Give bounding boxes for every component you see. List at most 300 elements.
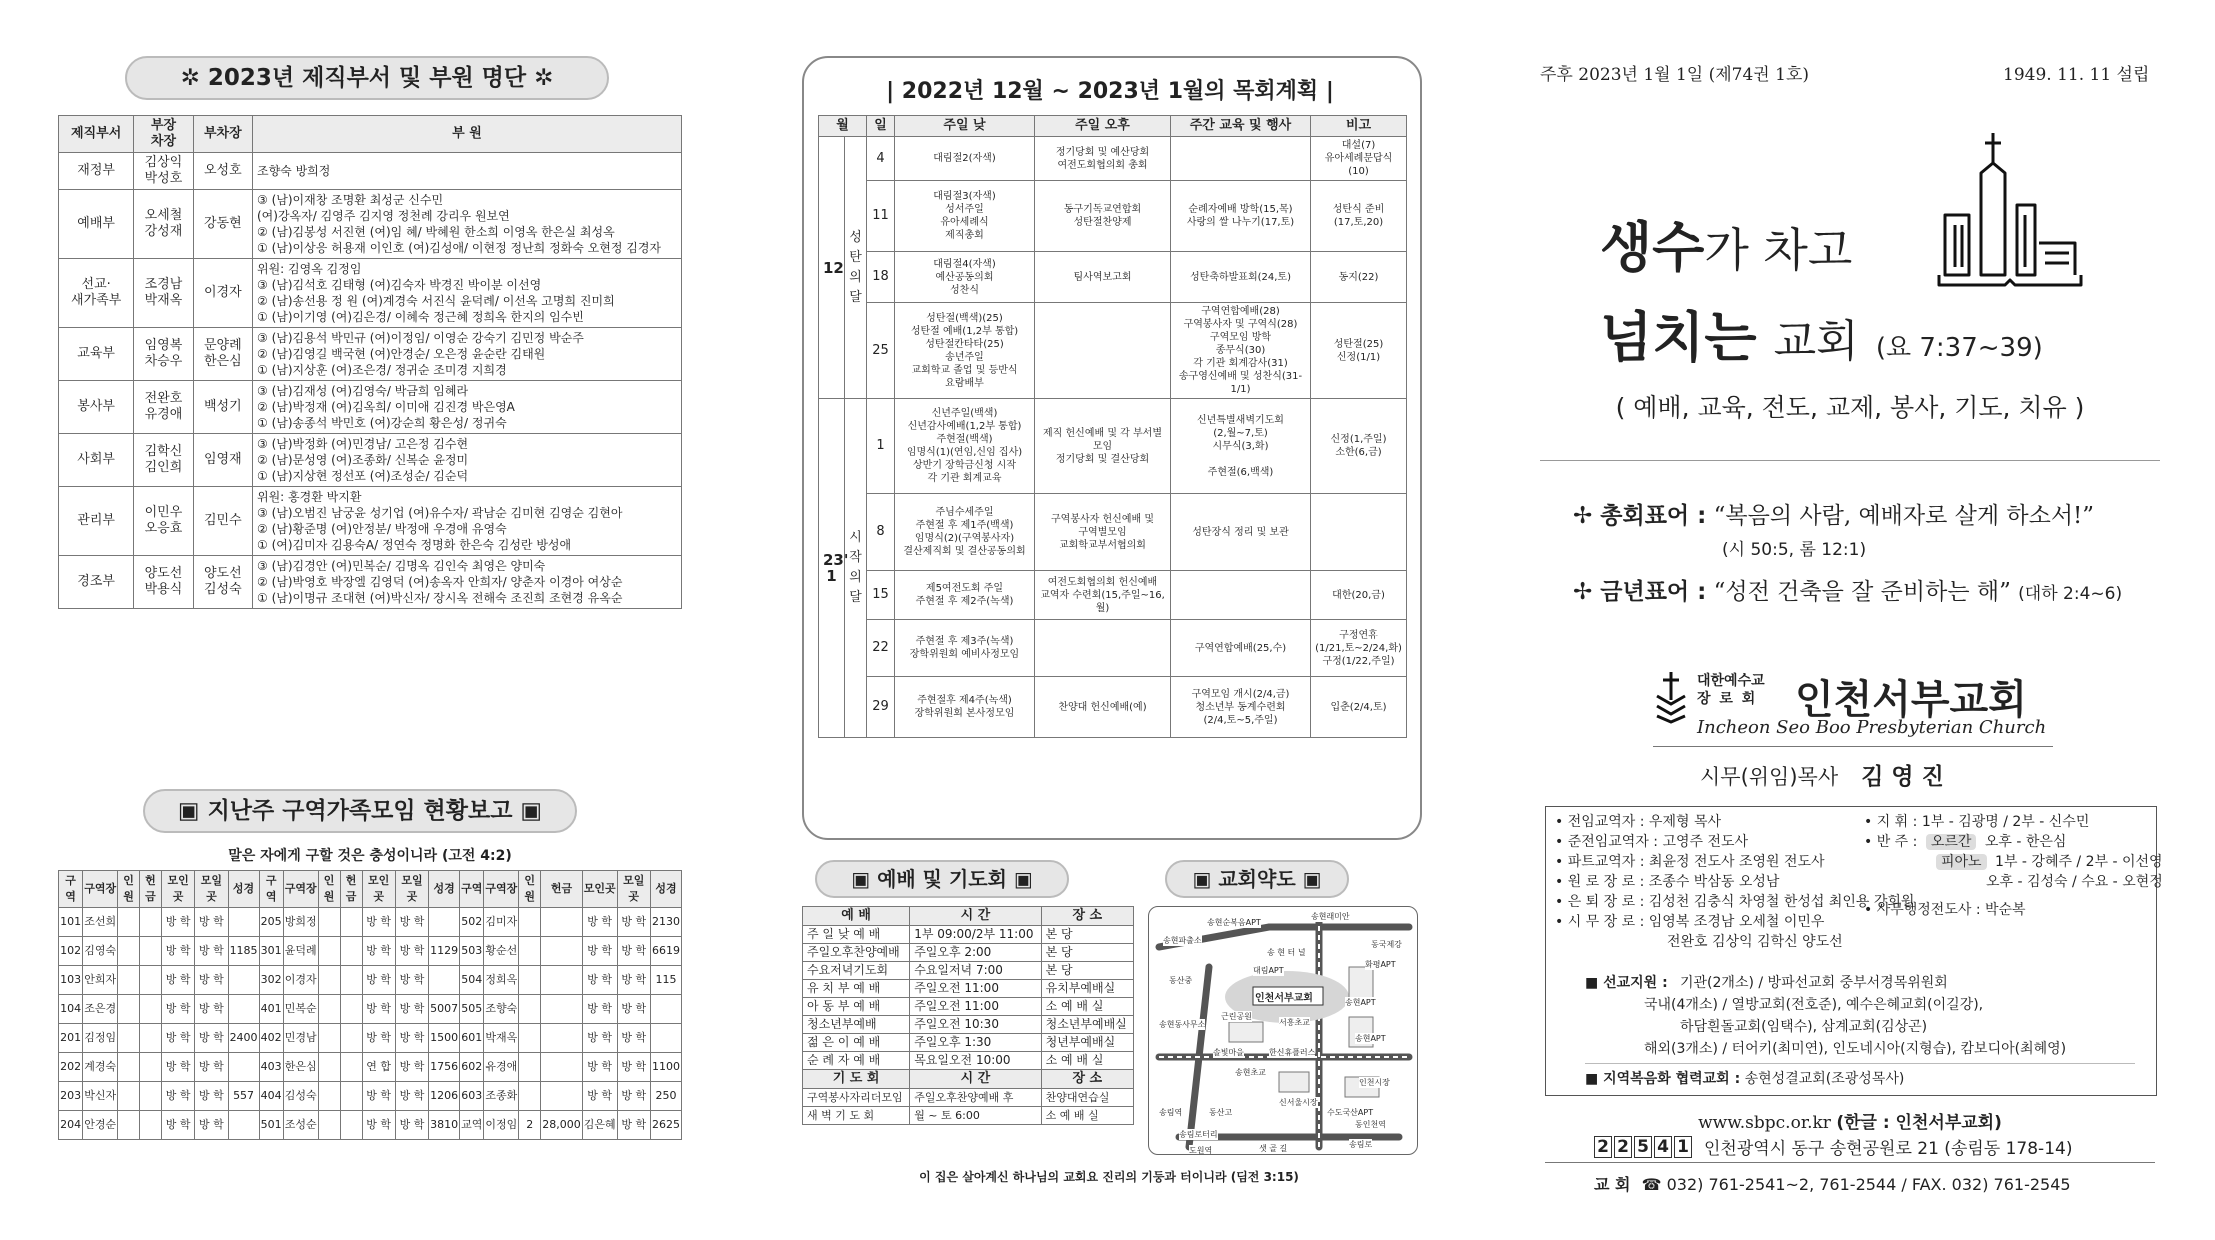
district-cell: 6619: [650, 937, 681, 966]
worship-table: [802, 906, 1134, 1125]
map-label: 송현동사무소: [1159, 1020, 1206, 1029]
officers-header-cell: 부 원: [253, 116, 682, 153]
map-title: ▣ 교회약도 ▣: [1165, 860, 1349, 898]
plan-cell-a: 성탄절(백색)(25) 성탄절 예배(1,2부 통합) 성탄절칸타타(25) 송년주일 교회학교 졸업 및 등반식 요람배부: [895, 303, 1035, 399]
district-title: ▣ 지난주 구역가족모임 현황보고 ▣: [143, 789, 577, 833]
officers-row: [59, 328, 682, 381]
motto1-ref: (시 50:5, 롬 12:1): [1722, 540, 1867, 560]
plan-row: [819, 181, 1407, 252]
dept-name: 관리부: [59, 487, 134, 556]
district-cell: 박신자: [83, 1082, 118, 1111]
district-cell: 조향숙: [484, 995, 519, 1024]
member-line: 위원: 김영옥 김정임: [257, 262, 362, 276]
dept-sub: 임영재: [193, 434, 252, 487]
plan-day: 8: [867, 494, 895, 571]
dept-sub: 이경자: [193, 259, 252, 328]
district-cell: [429, 908, 460, 937]
district-cell: 방 학: [395, 966, 428, 995]
divider-2: [1653, 746, 2053, 747]
district-cell: 민경남: [283, 1024, 318, 1053]
dept-sub: 김민수: [193, 487, 252, 556]
plan-cell-a: 주현절 후 제3주(녹색) 장학위원회 예비사정모임: [895, 620, 1035, 677]
district-cell: 202: [59, 1053, 83, 1082]
district-cell: 방 학: [617, 966, 650, 995]
district-header-cell: 구역: [460, 871, 484, 908]
district-cell: 방 학: [617, 1053, 650, 1082]
officers-row: [59, 381, 682, 434]
prayer-cell: 찬양대연습실: [1041, 1089, 1133, 1107]
district-cell: [118, 1024, 140, 1053]
district-cell: 방 학: [195, 937, 228, 966]
plan-row: [819, 137, 1407, 181]
district-cell: [429, 966, 460, 995]
plan-table: [818, 115, 1407, 738]
district-cell: [340, 1082, 362, 1111]
plan-cell-c: 성탄장식 정리 및 보관: [1171, 494, 1311, 571]
district-cell: [340, 966, 362, 995]
district-cell: 방 학: [195, 966, 228, 995]
district-cell: [340, 937, 362, 966]
dept-head: 이민우 오응효: [134, 487, 193, 556]
map-label: 송현순복음APT: [1207, 918, 1261, 927]
district-cell: 방 학: [195, 1053, 228, 1082]
district-cell: [140, 966, 162, 995]
district-cell: [118, 1053, 140, 1082]
staff-right: [1864, 812, 2163, 920]
church-logo-icon: [1935, 125, 2085, 290]
worship-header-cell: 시 간: [910, 907, 1041, 926]
member-line: 조향숙 방희정: [257, 164, 331, 178]
plan-cell-a: 제5여전도회 주일 주현절 후 제2주(녹색): [895, 571, 1035, 620]
plan-cell-d: 동지(22): [1311, 252, 1407, 303]
member-line: ① (남)이명규 조대현 (여)박신자/ 장시옥 전해숙 조진희 조현경 유옥순: [257, 591, 623, 605]
dept-sub: 오성호: [193, 153, 252, 190]
district-cell: 방 학: [582, 937, 617, 966]
district-cell: 403: [259, 1053, 283, 1082]
staff-piano2: 오후 - 김성숙 / 수요 - 오현정: [1986, 874, 2163, 890]
map-label: 신서울시장: [1279, 1098, 1318, 1107]
district-cell: 윤덕례: [283, 937, 318, 966]
plan-cell-b: [1035, 620, 1171, 677]
plan-header-cell: 주일 오후: [1035, 116, 1171, 137]
worship-cell: 본 당: [1041, 926, 1133, 944]
map-label: 화평APT: [1365, 960, 1396, 969]
founded-date: 1949. 11. 11 설립: [2003, 65, 2150, 85]
prayer-cell: 소 예 배 실: [1041, 1107, 1133, 1125]
prayer-cell: 구역봉사자리더모임: [803, 1089, 910, 1107]
district-cell: [118, 1111, 140, 1140]
district-cell: 안경순: [83, 1111, 118, 1140]
district-cell: 정희옥: [484, 966, 519, 995]
plan-cell-a: 신년주일(백색) 신년감사예배(1,2부 통합) 주현절(백색) 임명식(1)(연임,신임 집사) 상반기 장학금신청 시작 각 기관 회계교육: [895, 399, 1035, 494]
pastor: [1700, 758, 1944, 791]
district-verse: 말은 자에게 구할 것은 충성이니라 (고전 4:2): [228, 848, 512, 864]
district-header-cell: 인원: [519, 871, 541, 908]
district-cell: 김은혜: [582, 1111, 617, 1140]
district-cell: 1129: [429, 937, 460, 966]
plan-cell-d: [1311, 494, 1407, 571]
district-cell: 유경애: [484, 1053, 519, 1082]
district-header-cell: 헌금: [140, 871, 162, 908]
worship-cell: 순 례 자 예 배: [803, 1052, 910, 1070]
prayer-cell: 월 ~ 토 6:00: [910, 1107, 1041, 1125]
staff-admin: • 사무행정전도사 : 박순복: [1864, 902, 2026, 918]
member-line: (여)강옥자/ 김영주 김지영 정천례 강리우 원보연: [257, 209, 510, 223]
staff-piano: [1936, 852, 2163, 872]
district-cell: 방 학: [195, 1111, 228, 1140]
motto-1: [1573, 497, 2094, 530]
district-row: [59, 1082, 682, 1111]
plan-cell-d: 대설(7) 유아세례문답식(10): [1311, 137, 1407, 181]
officers-header-cell: 부차장: [193, 116, 252, 153]
district-row: [59, 1111, 682, 1140]
district-cell: 방 학: [195, 908, 228, 937]
district-cell: 민복순: [283, 995, 318, 1024]
worship-row: [803, 1052, 1134, 1070]
piano-badge: 피아노: [1936, 854, 1987, 870]
plan-row: [819, 620, 1407, 677]
district-cell: [318, 1111, 340, 1140]
prayer-row: [803, 1089, 1134, 1107]
district-cell: 601: [460, 1024, 484, 1053]
map-label: 송 현 터 널: [1267, 948, 1306, 957]
worship-cell: 유 치 부 예 배: [803, 980, 910, 998]
district-cell: [650, 995, 681, 1024]
plan-cell-c: 순례자예배 방학(15,목) 사랑의 쌀 나누기(17,토): [1171, 181, 1311, 252]
district-cell: 방 학: [161, 908, 194, 937]
postcode-digit: 5: [1634, 1136, 1652, 1158]
district-cell: 방 학: [617, 1111, 650, 1140]
plan-cell-a: 대림절2(자색): [895, 137, 1035, 181]
district-cell: [118, 966, 140, 995]
district-cell: 방 학: [617, 937, 650, 966]
member-line: ③ (남)김재성 (여)김영숙/ 박금희 임혜라: [257, 384, 469, 398]
district-header-cell: 성경: [228, 871, 259, 908]
district-cell: [140, 1082, 162, 1111]
plan-day: 22: [867, 620, 895, 677]
district-header-cell: 구역장: [83, 871, 118, 908]
district-cell: 방 학: [395, 937, 428, 966]
motto1-text: “복음의 사람, 예배자로 살게 하소서!”: [1713, 503, 2095, 529]
plan-cell-c: 성탄축하발표회(24,토): [1171, 252, 1311, 303]
plan-day: 29: [867, 677, 895, 738]
dept-name: 재정부: [59, 153, 134, 190]
district-cell: 안희자: [83, 966, 118, 995]
district-cell: 101: [59, 908, 83, 937]
member-line: ② (남)문성영 (여)조종화/ 신복순 윤정미: [257, 453, 469, 467]
worship-cell: 소 예 배 실: [1041, 998, 1133, 1016]
district-cell: [519, 1082, 541, 1111]
website-url[interactable]: www.sbpc.or.kr: [1698, 1113, 1831, 1133]
plan-header-cell: 주일 낮: [895, 116, 1035, 137]
district-cell: 방 학: [362, 966, 395, 995]
district-cell: 1206: [429, 1082, 460, 1111]
denom-line1: 대한예수교: [1697, 673, 1765, 689]
district-cell: [340, 995, 362, 1024]
district-cell: 방 학: [161, 1111, 194, 1140]
map-label: 도원역: [1189, 1146, 1213, 1155]
district-cell: [541, 995, 583, 1024]
district-header-cell: 모일곳: [617, 871, 650, 908]
member-line: ② (남)황준명 (여)안정분/ 박정애 우경애 유영숙: [257, 522, 507, 536]
district-cell: [318, 1082, 340, 1111]
motto2-label: ✢ 금년표어 :: [1573, 579, 1707, 605]
member-line: ③ (남)김경안 (여)민복순/ 김명옥 김인숙 최영은 양미숙: [257, 559, 546, 573]
worship-cell: 목요일오전 10:00: [910, 1052, 1041, 1070]
plan-header-cell: 비고: [1311, 116, 1407, 137]
worship-header-cell: 예 배: [803, 907, 910, 926]
prayer-cell: 새 벽 기 도 회: [803, 1107, 910, 1125]
prayer-row: [803, 1107, 1134, 1125]
dept-sub: 강동현: [193, 190, 252, 259]
district-row: [59, 995, 682, 1024]
divider-1: [1540, 460, 2160, 461]
website-kr: (한글 : 인천서부교회): [1836, 1113, 2002, 1133]
district-cell: [228, 966, 259, 995]
district-cell: 방 학: [395, 1111, 428, 1140]
district-cell: 302: [259, 966, 283, 995]
plan-cell-c: 구역연합예배(28) 구역봉사자 및 구역식(28) 구역모임 방학 종무식(30) 각 기관 회계감사(31) 송구영신예배 및 성찬식(31-1/1): [1171, 303, 1311, 399]
motto2-ref: (대하 2:4~6): [2018, 584, 2123, 604]
plan-title: | 2022년 12월 ~ 2023년 1월의 목회계획 |: [886, 79, 1334, 104]
district-cell: [519, 1024, 541, 1053]
district-header-cell: 성경: [650, 871, 681, 908]
map-label: 대림APT: [1253, 966, 1284, 975]
dept-head: 조경남 박재옥: [134, 259, 193, 328]
district-cell: 방 학: [161, 966, 194, 995]
plan-cell-a: 주현절후 제4주(녹색) 장학위원회 본사정모임: [895, 677, 1035, 738]
dept-name: 사회부: [59, 434, 134, 487]
postcode-digit: 2: [1594, 1136, 1612, 1158]
worship-footer: 이 집은 살아계신 하나님의 교회요 진리의 기둥과 터이니라 (딤전 3:15): [919, 1170, 1299, 1184]
district-cell: 이정임: [484, 1111, 519, 1140]
officers-row: [59, 153, 682, 190]
district-cell: [541, 1082, 583, 1111]
district-cell: [140, 937, 162, 966]
pastor-name: 김 영 진: [1861, 764, 1944, 790]
district-header-cell: 구역장: [283, 871, 318, 908]
district-cell: 115: [650, 966, 681, 995]
district-cell: 방 학: [395, 1024, 428, 1053]
plan-cell-b: 팀사역보고회: [1035, 252, 1171, 303]
district-cell: 방 학: [161, 1053, 194, 1082]
district-cell: 방 학: [582, 1053, 617, 1082]
district-cell: [228, 995, 259, 1024]
map-label: 인천서부교회: [1255, 989, 1313, 1004]
member-line: ① (남)지상현 정선포 (여)조성순/ 김순덕: [257, 469, 469, 483]
district-cell: 방희정: [283, 908, 318, 937]
dept-members: [253, 328, 682, 381]
worship-cell: 주일오전 10:30: [910, 1016, 1041, 1034]
staff-conductor: • 지 휘 : 1부 - 김광명 / 2부 - 신수민: [1864, 814, 2090, 830]
worship-cell: 본 당: [1041, 962, 1133, 980]
plan-day: 4: [867, 137, 895, 181]
dept-sub: 문양례 한은심: [193, 328, 252, 381]
district-cell: 방 학: [617, 1024, 650, 1053]
slogan1-strong: 생수: [1600, 216, 1705, 279]
worship-row: [803, 1034, 1134, 1052]
address: [1594, 1134, 2072, 1159]
slogan-ref: (요 7:37~39): [1875, 333, 2043, 363]
district-cell: 2130: [650, 908, 681, 937]
district-cell: [519, 937, 541, 966]
worship-cell: 주일오전 11:00: [910, 998, 1041, 1016]
mission-label: ■ 선교지원 :: [1585, 975, 1668, 991]
worship-row: [803, 944, 1134, 962]
district-cell: 28,000: [541, 1111, 583, 1140]
dept-name: 선교· 새가족부: [59, 259, 134, 328]
mission-divider: [1585, 1063, 2135, 1064]
plan-day: 18: [867, 252, 895, 303]
district-cell: [541, 966, 583, 995]
district-cell: 김정임: [83, 1024, 118, 1053]
dept-members: [253, 190, 682, 259]
staff-line: • 시 무 장 로 : 임영복 조경남 오세철 이민우: [1555, 914, 1825, 930]
district-cell: 502: [460, 908, 484, 937]
member-line: ① (남)송종석 박민호 (여)강순희 황은성/ 정귀숙: [257, 416, 507, 430]
plan-cell-a: 대림절3(자색) 성서주일 유아세례식 제직총회: [895, 181, 1035, 252]
district-cell: [318, 937, 340, 966]
district-cell: [318, 966, 340, 995]
district-cell: 김미자: [484, 908, 519, 937]
plan-day: 1: [867, 399, 895, 494]
district-cell: [228, 1111, 259, 1140]
church-values: ( 예배, 교육, 전도, 교제, 봉사, 기도, 치유 ): [1615, 393, 2085, 422]
officers-row: [59, 259, 682, 328]
district-cell: 1500: [429, 1024, 460, 1053]
worship-cell: 청년부예배실: [1041, 1034, 1133, 1052]
district-header-cell: 구역: [259, 871, 283, 908]
plan-cell-c: [1171, 571, 1311, 620]
map-label: 동산중: [1169, 976, 1193, 985]
district-cell: 1100: [650, 1053, 681, 1082]
district-cell: 조종화: [484, 1082, 519, 1111]
plan-cell-b: [1035, 303, 1171, 399]
district-cell: 이경자: [283, 966, 318, 995]
district-cell: [318, 908, 340, 937]
district-row: [59, 937, 682, 966]
district-cell: 557: [228, 1082, 259, 1111]
district-cell: 김성숙: [283, 1082, 318, 1111]
district-header-cell: 인원: [118, 871, 140, 908]
district-header-cell: 모인곳: [161, 871, 194, 908]
district-cell: 방 학: [395, 1053, 428, 1082]
district-cell: 방 학: [362, 1082, 395, 1111]
plan-cell-c: 구역모임 개시(2/4,금) 청소년부 동계수련회 (2/4,토~5,주일): [1171, 677, 1311, 738]
district-cell: [118, 908, 140, 937]
district-cell: 방 학: [195, 1082, 228, 1111]
district-header-cell: 구역: [59, 871, 83, 908]
dept-head: 김상익 박성호: [134, 153, 193, 190]
member-line: 위원: 홍경환 박지환: [257, 490, 362, 504]
mission-line: 하담흰돌교회(임택수), 삼계교회(김상곤): [1680, 1019, 1928, 1035]
plan-cell-b: 여전도회협의회 헌신예배 교역자 수련회(15,주일~16,월): [1035, 571, 1171, 620]
plan-row: [819, 252, 1407, 303]
mission-line: 해외(3개소) / 터어키(최미연), 인도네시아(지형습), 캄보디아(최혜영): [1644, 1041, 2067, 1057]
plan-cell-d: 대한(20,금): [1311, 571, 1407, 620]
worship-cell: 본 당: [1041, 944, 1133, 962]
district-cell: [541, 1024, 583, 1053]
officers-row: [59, 556, 682, 609]
map-label: 수도국산APT: [1327, 1108, 1374, 1117]
staff-line: • 원 로 장 로 : 조종수 박삼동 오성남: [1555, 874, 1780, 890]
worship-cell: 1부 09:00/2부 11:00: [910, 926, 1041, 944]
worship-cell: 청소년부예배실: [1041, 1016, 1133, 1034]
district-cell: 방 학: [617, 1082, 650, 1111]
district-cell: [140, 1024, 162, 1053]
staff-line: • 은 퇴 장 로 : 김성천 김충식 차영철 한성섭 최인용 강희원: [1555, 894, 1915, 910]
district-cell: 1756: [429, 1053, 460, 1082]
map-label: 송현래미안: [1311, 912, 1350, 921]
district-cell: 한은심: [283, 1053, 318, 1082]
plan-month-label: 성 탄 의 달: [845, 137, 867, 399]
mission-line: 국내(4개소) / 열방교회(전호준), 예수은혜교회(이길강),: [1644, 997, 1984, 1013]
district-cell: 조성순: [283, 1111, 318, 1140]
address-text: 인천광역시 동구 송현공원로 21 (송림동 178-14): [1704, 1139, 2073, 1159]
dept-members: [253, 381, 682, 434]
district-cell: 503: [460, 937, 484, 966]
map-label: 인천시장: [1359, 1078, 1390, 1087]
district-cell: 501: [259, 1111, 283, 1140]
worship-cell: 청소년부예배: [803, 1016, 910, 1034]
plan-header-cell: 주간 교육 및 행사: [1171, 116, 1311, 137]
member-line: ① (남)이기영 (여)김은경/ 이혜숙 정근혜 정희옥 한지의 임수빈: [257, 310, 584, 324]
worship-row: [803, 962, 1134, 980]
district-cell: [318, 995, 340, 1024]
district-cell: [519, 908, 541, 937]
dept-sub: 백성기: [193, 381, 252, 434]
dept-name: 예배부: [59, 190, 134, 259]
district-cell: [118, 995, 140, 1024]
district-cell: 201: [59, 1024, 83, 1053]
worship-cell: 주일오후 1:30: [910, 1034, 1041, 1052]
district-cell: [318, 1053, 340, 1082]
worship-row: [803, 998, 1134, 1016]
district-row: [59, 966, 682, 995]
plan-row: [819, 677, 1407, 738]
local-label: ■ 지역복음화 협력교회 :: [1585, 1071, 1741, 1087]
map-label: 솔빛마을: [1213, 1048, 1244, 1057]
motto1-label: ✢ 총회표어 :: [1573, 503, 1707, 529]
district-cell: 205: [259, 908, 283, 937]
map-label: 송현파출소: [1163, 936, 1202, 945]
mission-line: 기관(2개소) / 방파선교회 중부서경목위원회: [1680, 975, 1948, 991]
district-cell: 황순선: [484, 937, 519, 966]
member-line: ③ (남)김석호 김태형 (여)김숙자 박경진 박이분 이선영: [257, 278, 542, 292]
plan-cell-b: 찬양대 헌신예배(예): [1035, 677, 1171, 738]
prayer-header-cell: 시 간: [910, 1070, 1041, 1089]
slogan-line1: [1600, 205, 1852, 282]
district-cell: 방 학: [362, 995, 395, 1024]
church-map: [1148, 906, 1418, 1155]
worship-cell: 주 일 낮 예 배: [803, 926, 910, 944]
staff-line: • 준전임교역자 : 고영주 전도사: [1555, 834, 1749, 850]
map-label: 송현초교: [1235, 1068, 1266, 1077]
plan-cell-b: 제직 헌신예배 및 각 부서별 모임 정기당회 및 결산당회: [1035, 399, 1171, 494]
district-cell: 조선희: [83, 908, 118, 937]
map-label: 송현APT: [1345, 998, 1376, 1007]
map-label: 동국제강: [1371, 940, 1402, 949]
motto2-text: “성전 건축을 잘 준비하는 해”: [1713, 579, 2011, 605]
district-cell: 250: [650, 1082, 681, 1111]
map-label: 송림로: [1349, 1140, 1373, 1149]
dept-members: [253, 487, 682, 556]
church-name-en: Incheon Seo Boo Presbyterian Church: [1697, 717, 2047, 738]
plan-row: [819, 494, 1407, 571]
district-cell: [118, 937, 140, 966]
district-cell: 방 학: [362, 937, 395, 966]
district-cell: 603: [460, 1082, 484, 1111]
